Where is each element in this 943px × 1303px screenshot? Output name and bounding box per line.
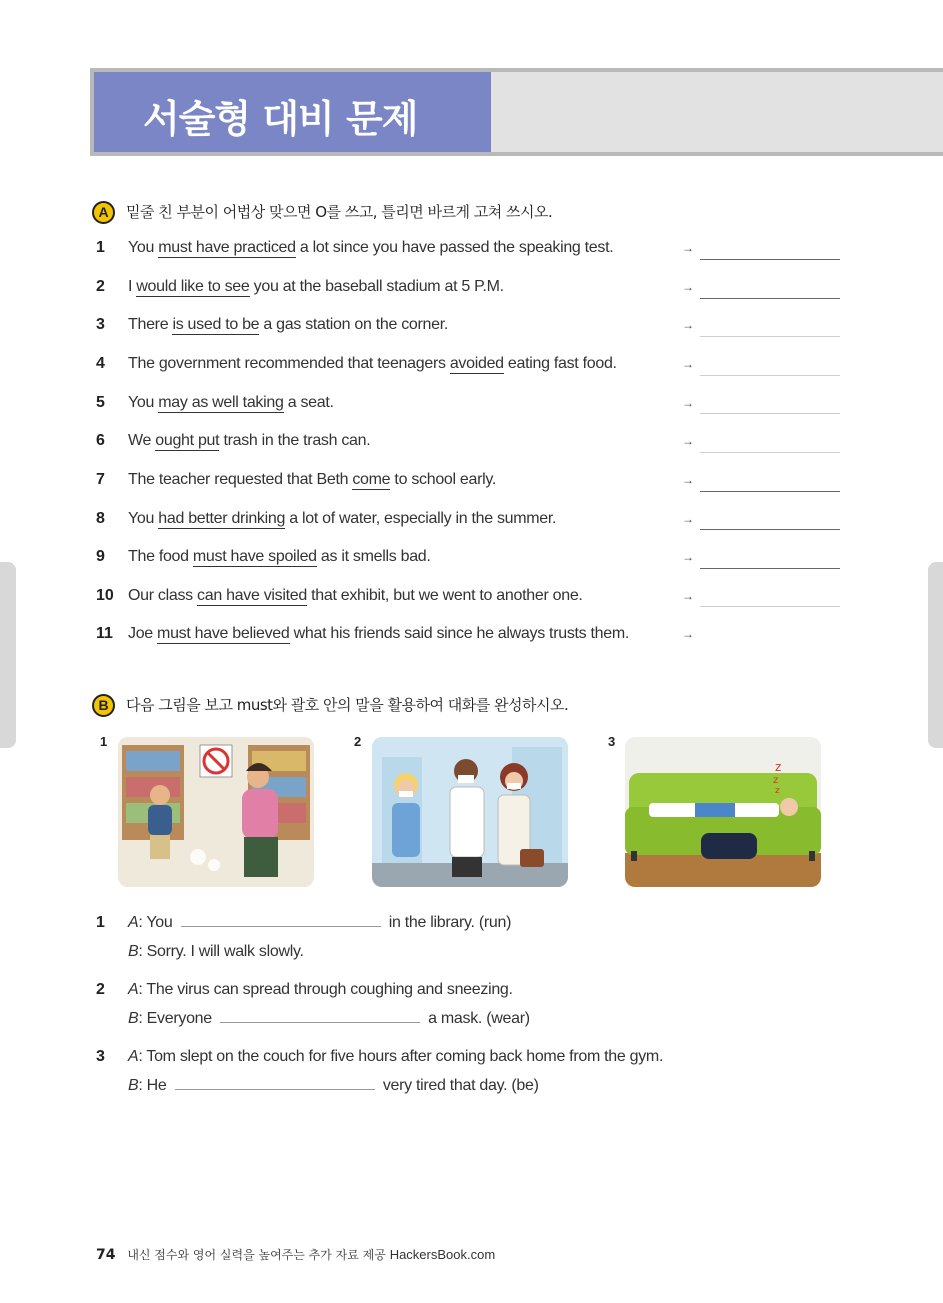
text-post: you at the baseball stadium at 5 P.M.: [249, 278, 504, 295]
question-number: 5: [96, 394, 105, 411]
picture-number: 1: [100, 734, 108, 749]
dialogue-line: [128, 1007, 530, 1031]
text-pre: I: [128, 278, 137, 295]
arrow-icon: →: [682, 627, 694, 641]
arrow-icon: →: [682, 357, 694, 371]
page-footer: [96, 1246, 495, 1263]
question-text: [128, 507, 556, 531]
text-pre: Our class: [128, 587, 198, 604]
line-text: : Tom slept on the couch for five hours after coming back home from the gym.: [138, 1048, 664, 1065]
text-post: a lot of water, especially in the summer.: [285, 510, 557, 527]
text-post: a seat.: [283, 394, 334, 411]
text-pre: The government recommended that teenagers: [128, 355, 450, 372]
picture-number: 2: [354, 734, 362, 749]
underlined-phrase: ought put: [155, 432, 220, 449]
answer-line[interactable]: [700, 412, 840, 414]
line-text: : You: [138, 914, 177, 931]
arrow-icon: →: [682, 550, 694, 564]
text-pre: You: [128, 394, 159, 411]
no-running-sign-icon: [118, 737, 314, 887]
text-post: that exhibit, but we went to another one.: [306, 587, 583, 604]
svg-text:z: z: [775, 786, 780, 796]
dialogue-line: [128, 978, 513, 1002]
line-text: very tired that day. (be): [378, 1077, 539, 1094]
question-text: [128, 545, 431, 569]
text-post: a gas station on the corner.: [259, 316, 449, 333]
question-text: [128, 584, 583, 608]
answer-line[interactable]: [700, 528, 840, 530]
question-number: 10: [96, 587, 114, 604]
question-text: [128, 429, 370, 453]
underlined-phrase: can have visited: [197, 587, 307, 604]
dialogue-number: 1: [96, 914, 105, 931]
speaker-label: A: [128, 914, 139, 931]
text-post: what his friends said since he always trusts them.: [289, 625, 630, 642]
speaker-label: B: [128, 1010, 139, 1027]
question-text: [128, 313, 448, 337]
question-text: [128, 236, 613, 260]
text-post: eating fast food.: [503, 355, 617, 372]
line-text: a mask. (wear): [424, 1010, 530, 1027]
left-side-tab: [0, 562, 16, 748]
underlined-phrase: is used to be: [172, 316, 260, 333]
question-text: [128, 275, 504, 299]
arrow-icon: →: [682, 434, 694, 448]
arrow-icon: →: [682, 318, 694, 332]
page-number: 74: [96, 1247, 116, 1263]
answer-line[interactable]: [700, 490, 840, 492]
text-pre: There: [128, 316, 173, 333]
sleeping-on-couch-icon: [625, 737, 821, 887]
line-text: : The virus can spread through coughing and sneezing.: [138, 981, 513, 998]
text-pre: You: [128, 239, 159, 256]
footer-link[interactable]: HackersBook.com: [389, 1247, 496, 1262]
arrow-icon: →: [682, 280, 694, 294]
underlined-phrase: must have believed: [157, 625, 290, 642]
right-side-tab: [928, 562, 943, 748]
section-b-instruction: 다음 그림을 보고 must와 괄호 안의 말을 활용하여 대화를 완성하시오.: [126, 696, 569, 714]
page-title: 서술형 대비 문제: [143, 97, 418, 141]
question-text: [128, 391, 334, 415]
speaker-label: A: [128, 1048, 139, 1065]
answer-blank[interactable]: [181, 912, 381, 927]
arrow-icon: →: [682, 512, 694, 526]
question-number: 2: [96, 278, 105, 295]
question-number: 6: [96, 432, 105, 449]
question-text: [128, 622, 629, 646]
underlined-phrase: had better drinking: [158, 510, 286, 527]
line-text: : He: [138, 1077, 171, 1094]
question-number: 3: [96, 316, 105, 333]
answer-line[interactable]: [700, 374, 840, 376]
question-number: 7: [96, 471, 105, 488]
svg-text:z: z: [773, 775, 779, 786]
text-pre: You: [128, 510, 159, 527]
dialogue-line: [128, 1074, 539, 1098]
dialogue-number: 3: [96, 1048, 105, 1065]
question-number: 9: [96, 548, 105, 565]
speaker-label: B: [128, 1077, 139, 1094]
answer-blank[interactable]: [175, 1075, 375, 1090]
masked-people-icon: [372, 737, 568, 887]
section-a-instruction: 밑줄 친 부분이 어법상 맞으면 O를 쓰고, 틀리면 바르게 고쳐 쓰시오.: [126, 203, 553, 221]
underlined-phrase: must have practiced: [158, 239, 296, 256]
answer-blank[interactable]: [220, 1008, 420, 1023]
dialogue-line: [128, 1045, 663, 1069]
dialogue-number: 2: [96, 981, 105, 998]
section-b-badge: B: [92, 694, 115, 717]
question-number: 1: [96, 239, 105, 256]
question-text: [128, 352, 617, 376]
answer-line[interactable]: [700, 451, 840, 453]
underlined-phrase: avoided: [449, 355, 504, 372]
line-text: : Everyone: [138, 1010, 217, 1027]
section-a-badge: A: [92, 201, 115, 224]
dialogue-line: [128, 940, 304, 964]
question-number: 11: [96, 625, 113, 642]
text-post: as it smells bad.: [316, 548, 431, 565]
text-post: trash in the trash can.: [219, 432, 371, 449]
footer-text: 내신 점수와 영어 실력을 높여주는 추가 자료 제공: [127, 1248, 386, 1262]
speaker-label: A: [128, 981, 139, 998]
answer-line[interactable]: [700, 297, 840, 299]
answer-line[interactable]: [700, 258, 840, 260]
speaker-label: B: [128, 943, 139, 960]
arrow-icon: →: [682, 473, 694, 487]
text-pre: The teacher requested that Beth: [128, 471, 353, 488]
text-post: a lot since you have passed the speaking test.: [295, 239, 614, 256]
text-pre: The food: [128, 548, 193, 565]
answer-line[interactable]: [700, 605, 840, 607]
underlined-phrase: would like to see: [136, 278, 250, 295]
question-number: 4: [96, 355, 105, 372]
picture-number: 3: [608, 734, 616, 749]
underlined-phrase: come: [352, 471, 391, 488]
line-text: in the library. (run): [384, 914, 512, 931]
dialogue-line: [128, 911, 511, 935]
text-pre: Joe: [128, 625, 158, 642]
text-post: to school early.: [390, 471, 497, 488]
answer-line[interactable]: [700, 567, 840, 569]
arrow-icon: →: [682, 396, 694, 410]
answer-line[interactable]: [700, 335, 840, 337]
question-text: [128, 468, 496, 492]
line-text: : Sorry. I will walk slowly.: [138, 943, 304, 960]
arrow-icon: →: [682, 241, 694, 255]
svg-text:z: z: [775, 760, 782, 774]
underlined-phrase: must have spoiled: [192, 548, 317, 565]
arrow-icon: →: [682, 589, 694, 603]
underlined-phrase: may as well taking: [158, 394, 284, 411]
question-number: 8: [96, 510, 105, 527]
text-pre: We: [128, 432, 156, 449]
